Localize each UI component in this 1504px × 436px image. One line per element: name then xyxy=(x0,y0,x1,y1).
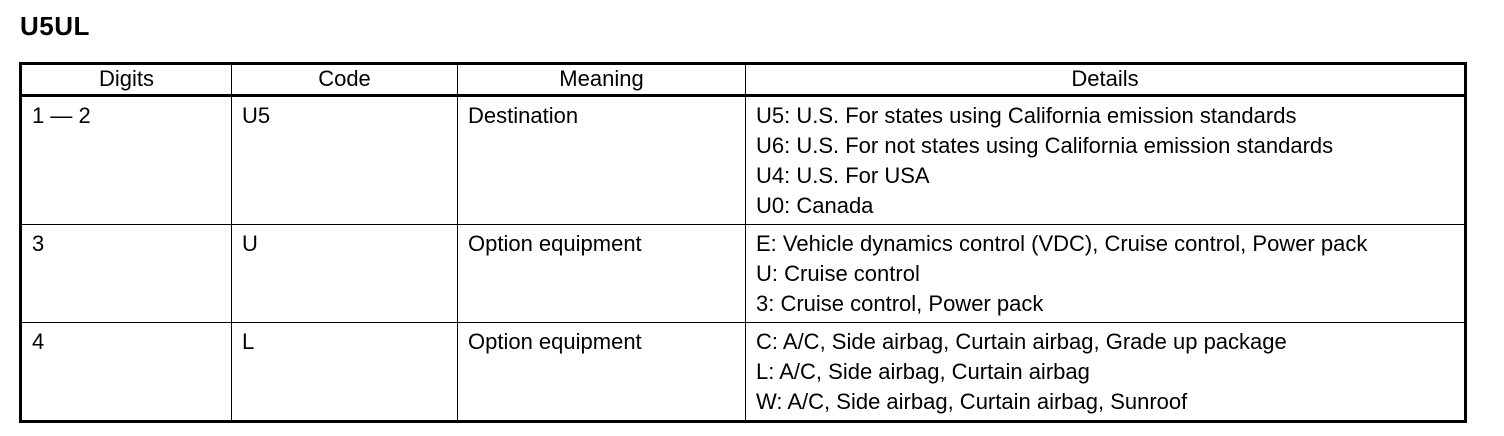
page-title: U5UL xyxy=(20,11,90,41)
detail-line: C: A/C, Side airbag, Curtain airbag, Grade up package xyxy=(756,329,1287,354)
cell-digits: 4 xyxy=(21,323,232,422)
cell-code: L xyxy=(232,323,458,422)
table-header-row xyxy=(21,64,1466,96)
code-table xyxy=(19,62,1467,423)
detail-line: U0: Canada xyxy=(756,193,874,218)
detail-line: E: Vehicle dynamics control (VDC), Cruise control, Power pack xyxy=(756,231,1368,256)
cell-code: U5 xyxy=(232,96,458,225)
table-row xyxy=(21,225,1466,323)
table-row xyxy=(21,323,1466,422)
cell-details xyxy=(746,96,1466,225)
cell-code: U xyxy=(232,225,458,323)
cell-details xyxy=(746,323,1466,422)
detail-line: U5: U.S. For states using California emission standards xyxy=(756,103,1297,128)
header-code: Code xyxy=(232,64,458,96)
detail-line: L: A/C, Side airbag, Curtain airbag xyxy=(756,359,1090,384)
detail-line: U6: U.S. For not states using California emission standards xyxy=(756,133,1334,158)
table-row xyxy=(21,96,1466,225)
cell-meaning: Option equipment xyxy=(458,225,746,323)
detail-line: U: Cruise control xyxy=(756,261,920,286)
cell-meaning: Destination xyxy=(458,96,746,225)
detail-line: 3: Cruise control, Power pack xyxy=(756,291,1044,316)
header-meaning: Meaning xyxy=(458,64,746,96)
header-details: Details xyxy=(746,64,1466,96)
cell-digits: 1 — 2 xyxy=(21,96,232,225)
cell-digits: 3 xyxy=(21,225,232,323)
detail-line: U4: U.S. For USA xyxy=(756,163,930,188)
header-digits: Digits xyxy=(21,64,232,96)
cell-meaning: Option equipment xyxy=(458,323,746,422)
detail-line: W: A/C, Side airbag, Curtain airbag, Sunroof xyxy=(756,389,1188,414)
cell-details xyxy=(746,225,1466,323)
